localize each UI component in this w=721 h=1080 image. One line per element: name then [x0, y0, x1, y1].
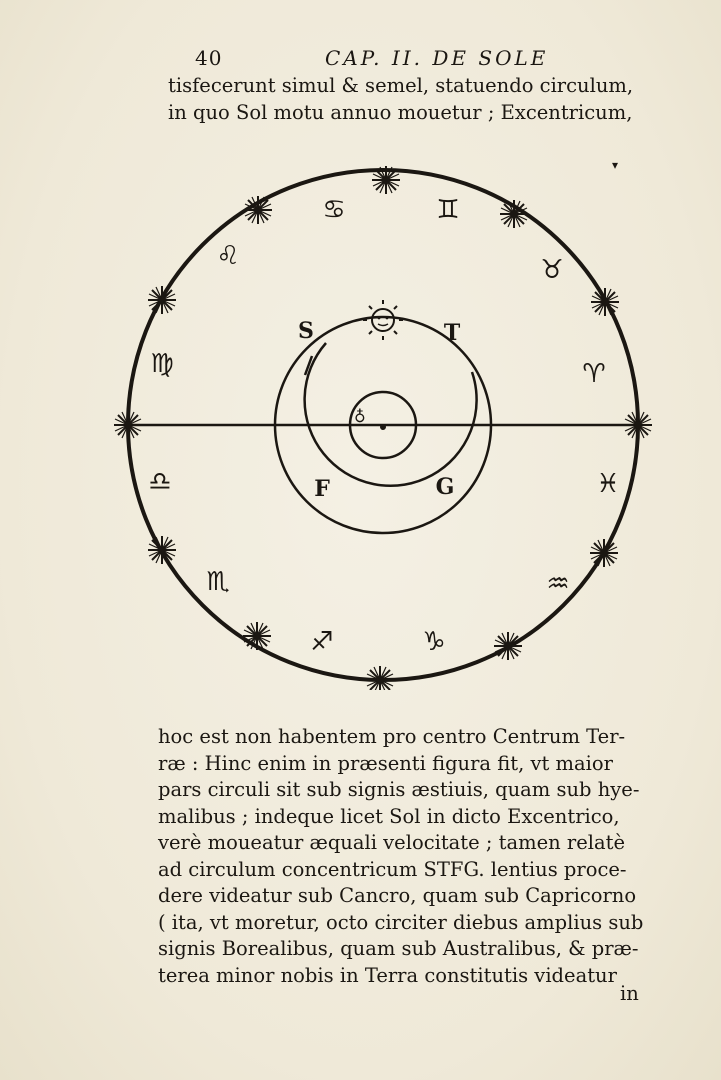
- catchword: in: [620, 982, 639, 1005]
- sagittarius-icon: ♐: [310, 627, 334, 657]
- text-line: pars circuli sit sub signis æstiuis, quam sub hye-: [158, 778, 640, 801]
- text-line: ( ita, vt moretur, octo circiter diebus amplius sub: [158, 910, 644, 934]
- text-line: tisfecerunt simul & semel, statuendo circulum,: [168, 74, 634, 97]
- leo-icon: ♌: [216, 241, 240, 271]
- page-header: [195, 46, 615, 74]
- label-g: G: [435, 474, 455, 500]
- text-line: signis Borealibus, quam sub Australibus, & præ-: [158, 937, 639, 960]
- label-s: S: [298, 318, 314, 344]
- aries-icon: ♈: [582, 359, 606, 389]
- eccentric-circle-diagram: [100, 160, 660, 690]
- earth-center: [380, 424, 386, 430]
- concentric-circle-stfg: [305, 343, 477, 486]
- libra-icon: ♎: [148, 467, 172, 497]
- sun-icon: [363, 300, 403, 340]
- taurus-icon: ♉: [540, 255, 564, 285]
- cancer-icon: ♋: [322, 195, 346, 225]
- pisces-icon: ♓: [596, 469, 620, 499]
- text-line: in quo Sol motu annuo mouetur ; Excentricum,: [168, 101, 633, 124]
- virgo-icon: ♍: [150, 349, 174, 379]
- scorpio-icon: ♏: [206, 567, 230, 597]
- label-t: T: [443, 320, 461, 346]
- bottom-paragraph: [158, 724, 678, 989]
- printer-mark: ▾: [612, 158, 619, 172]
- gemini-icon: ♊: [436, 195, 460, 225]
- text-line: verè moueatur æquali velocitate ; tamen relatè: [158, 831, 626, 854]
- text-line: ad circulum concentricum STFG. lentius proce-: [158, 857, 627, 881]
- text-line: ræ : Hinc enim in præsenti figura fit, vt maior: [158, 751, 613, 775]
- text-line: dere videatur sub Cancro, quam sub Capricorno: [158, 884, 637, 907]
- page-number: 40: [195, 46, 223, 70]
- aquarius-icon: ♒: [546, 569, 570, 599]
- label-f: F: [314, 476, 330, 502]
- text-line: hoc est non habentem pro centro Centrum Ter-: [158, 725, 626, 748]
- top-paragraph: [168, 72, 688, 126]
- text-line: terea minor nobis in Terra constitutis videatur: [158, 963, 617, 987]
- text-line: malibus ; indeque licet Sol in dicto Excentrico,: [158, 804, 620, 828]
- capricorn-icon: ♑: [422, 627, 446, 657]
- earth-icon: ♁: [354, 407, 366, 426]
- running-head: CAP. II. DE SOLE: [325, 46, 549, 70]
